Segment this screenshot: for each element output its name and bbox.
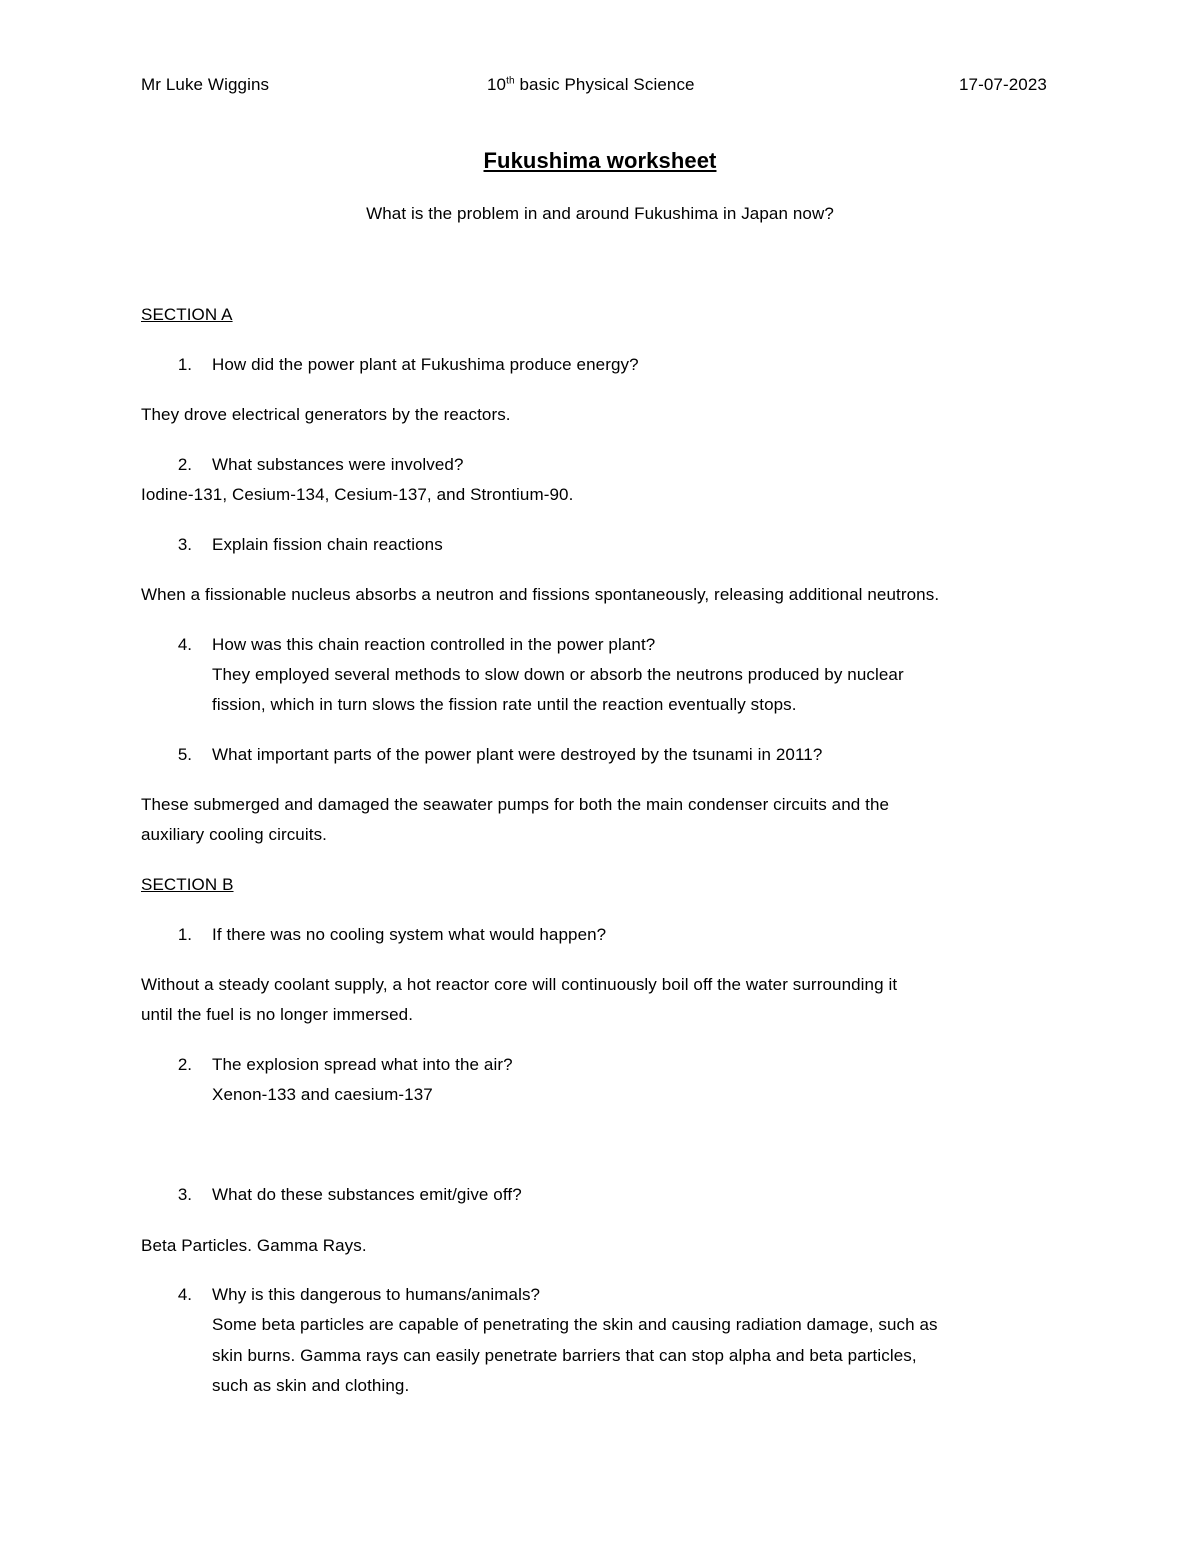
answer-b1-line1: Without a steady coolant supply, a hot reactor core will continuously boil off the water surrounding it: [141, 975, 898, 994]
page-title: Fukushima worksheet: [483, 148, 717, 173]
page-subtitle: What is the problem in and around Fukushima in Japan now?: [366, 204, 834, 223]
question-number: 3.: [177, 535, 192, 554]
question-number: 3.: [177, 1185, 192, 1204]
answer-b1-line2: until the fuel is no longer immersed.: [141, 1005, 414, 1024]
answer-b4-line2: skin burns. Gamma rays can easily penetrate barriers that can stop alpha and beta particles,: [212, 1346, 917, 1365]
course-rest: basic Physical Science: [514, 75, 695, 94]
answer-a4-line2: fission, which in turn slows the fission rate until the reaction eventually stops.: [212, 695, 797, 714]
question-b1: If there was no cooling system what would happen?: [212, 925, 607, 944]
question-a5: What important parts of the power plant were destroyed by the tsunami in 2011?: [212, 745, 823, 764]
answer-a5-line1: These submerged and damaged the seawater pumps for both the main condenser circuits and the: [141, 795, 890, 814]
question-b4: Why is this dangerous to humans/animals?: [212, 1285, 541, 1304]
course-name: [487, 75, 695, 95]
answer-a1: They drove electrical generators by the reactors.: [141, 405, 511, 424]
answer-b4-line3: such as skin and clothing.: [212, 1376, 410, 1395]
question-a3: Explain fission chain reactions: [212, 535, 443, 554]
question-number: 5.: [177, 745, 192, 764]
section-b-heading: SECTION B: [141, 875, 234, 894]
question-number: 4.: [177, 635, 192, 654]
question-b2: The explosion spread what into the air?: [212, 1055, 513, 1074]
course-prefix: 10: [487, 75, 507, 94]
question-number: 2.: [177, 455, 192, 474]
question-number: 1.: [177, 355, 192, 374]
section-a-heading: SECTION A: [141, 305, 233, 324]
answer-a4-line1: They employed several methods to slow down or absorb the neutrons produced by nuclear: [212, 665, 904, 684]
question-a4: How was this chain reaction controlled in the power plant?: [212, 635, 656, 654]
question-number: 4.: [177, 1285, 192, 1304]
answer-a2: Iodine-131, Cesium-134, Cesium-137, and Strontium-90.: [141, 485, 574, 504]
question-a1: How did the power plant at Fukushima produce energy?: [212, 355, 639, 374]
course-superscript: th: [506, 75, 515, 87]
header-date: 17-07-2023: [959, 75, 1047, 94]
answer-a3: When a fissionable nucleus absorbs a neutron and fissions spontaneously, releasing additional neutrons.: [141, 585, 940, 604]
answer-a5-line2: auxiliary cooling circuits.: [141, 825, 327, 844]
answer-b3: Beta Particles. Gamma Rays.: [141, 1236, 367, 1255]
question-number: 2.: [177, 1055, 192, 1074]
question-a2: What substances were involved?: [212, 455, 464, 474]
question-b3: What do these substances emit/give off?: [212, 1185, 522, 1204]
question-number: 1.: [177, 925, 192, 944]
answer-b2: Xenon-133 and caesium-137: [212, 1085, 433, 1104]
teacher-name: Mr Luke Wiggins: [141, 75, 270, 94]
answer-b4-line1: Some beta particles are capable of penetrating the skin and causing radiation damage, such as: [212, 1315, 938, 1334]
